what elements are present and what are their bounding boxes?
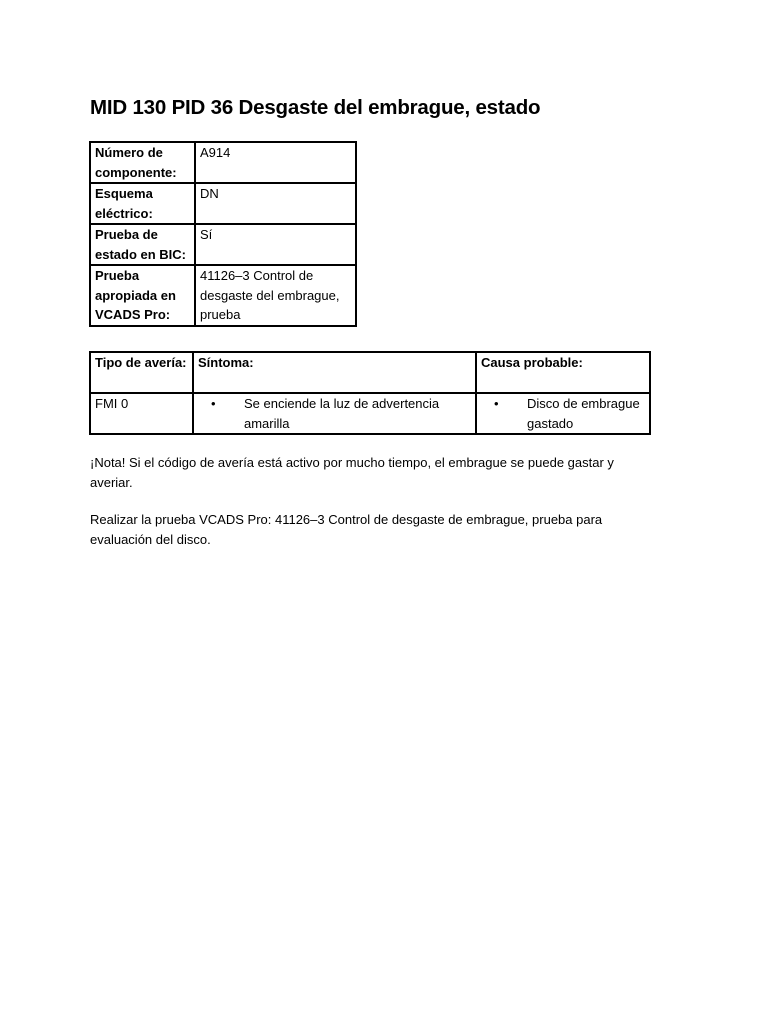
symptom-list	[198, 394, 471, 433]
probable-cause-cell	[476, 393, 650, 434]
note-paragraph: ¡Nota! Si el código de avería está activo por mucho tiempo, el embrague se puede gastar y averiar.	[90, 455, 614, 490]
list-item: • Disco de embrague gastado	[527, 394, 645, 433]
vcads-test-label: Prueba apropiada en VCADS Pro:	[90, 265, 195, 326]
instruction-paragraph: Realizar la prueba VCADS Pro: 41126–3 Control de desgaste de embrague, prueba para evaluación del disco.	[90, 512, 603, 547]
fault-type-header: Tipo de avería:	[90, 352, 193, 393]
page-title: MID 130 PID 36 Desgaste del embrague, estado	[90, 96, 541, 119]
table-row	[90, 183, 356, 224]
list-item: • Se enciende la luz de advertencia amarilla	[244, 394, 471, 433]
fault-type-cell: FMI 0	[90, 393, 193, 434]
component-info-table	[89, 141, 357, 327]
cause-list	[481, 394, 645, 433]
table-row	[90, 265, 356, 326]
wiring-diagram-value: DN	[195, 183, 356, 224]
component-number-value: A914	[195, 142, 356, 183]
vcads-test-value: 41126–3 Control de desgaste del embrague, prueba	[195, 265, 356, 326]
table-row	[90, 393, 650, 434]
wiring-diagram-label: Esquema eléctrico:	[90, 183, 195, 224]
component-number-label: Número de componente:	[90, 142, 195, 183]
symptom-header: Síntoma:	[193, 352, 476, 393]
probable-cause-header: Causa probable:	[476, 352, 650, 393]
table-row	[90, 142, 356, 183]
fault-table	[89, 351, 651, 435]
bic-status-test-value: Sí	[195, 224, 356, 265]
bic-status-test-label: Prueba de estado en BIC:	[90, 224, 195, 265]
table-row	[90, 224, 356, 265]
symptom-cell	[193, 393, 476, 434]
table-header-row	[90, 352, 650, 393]
